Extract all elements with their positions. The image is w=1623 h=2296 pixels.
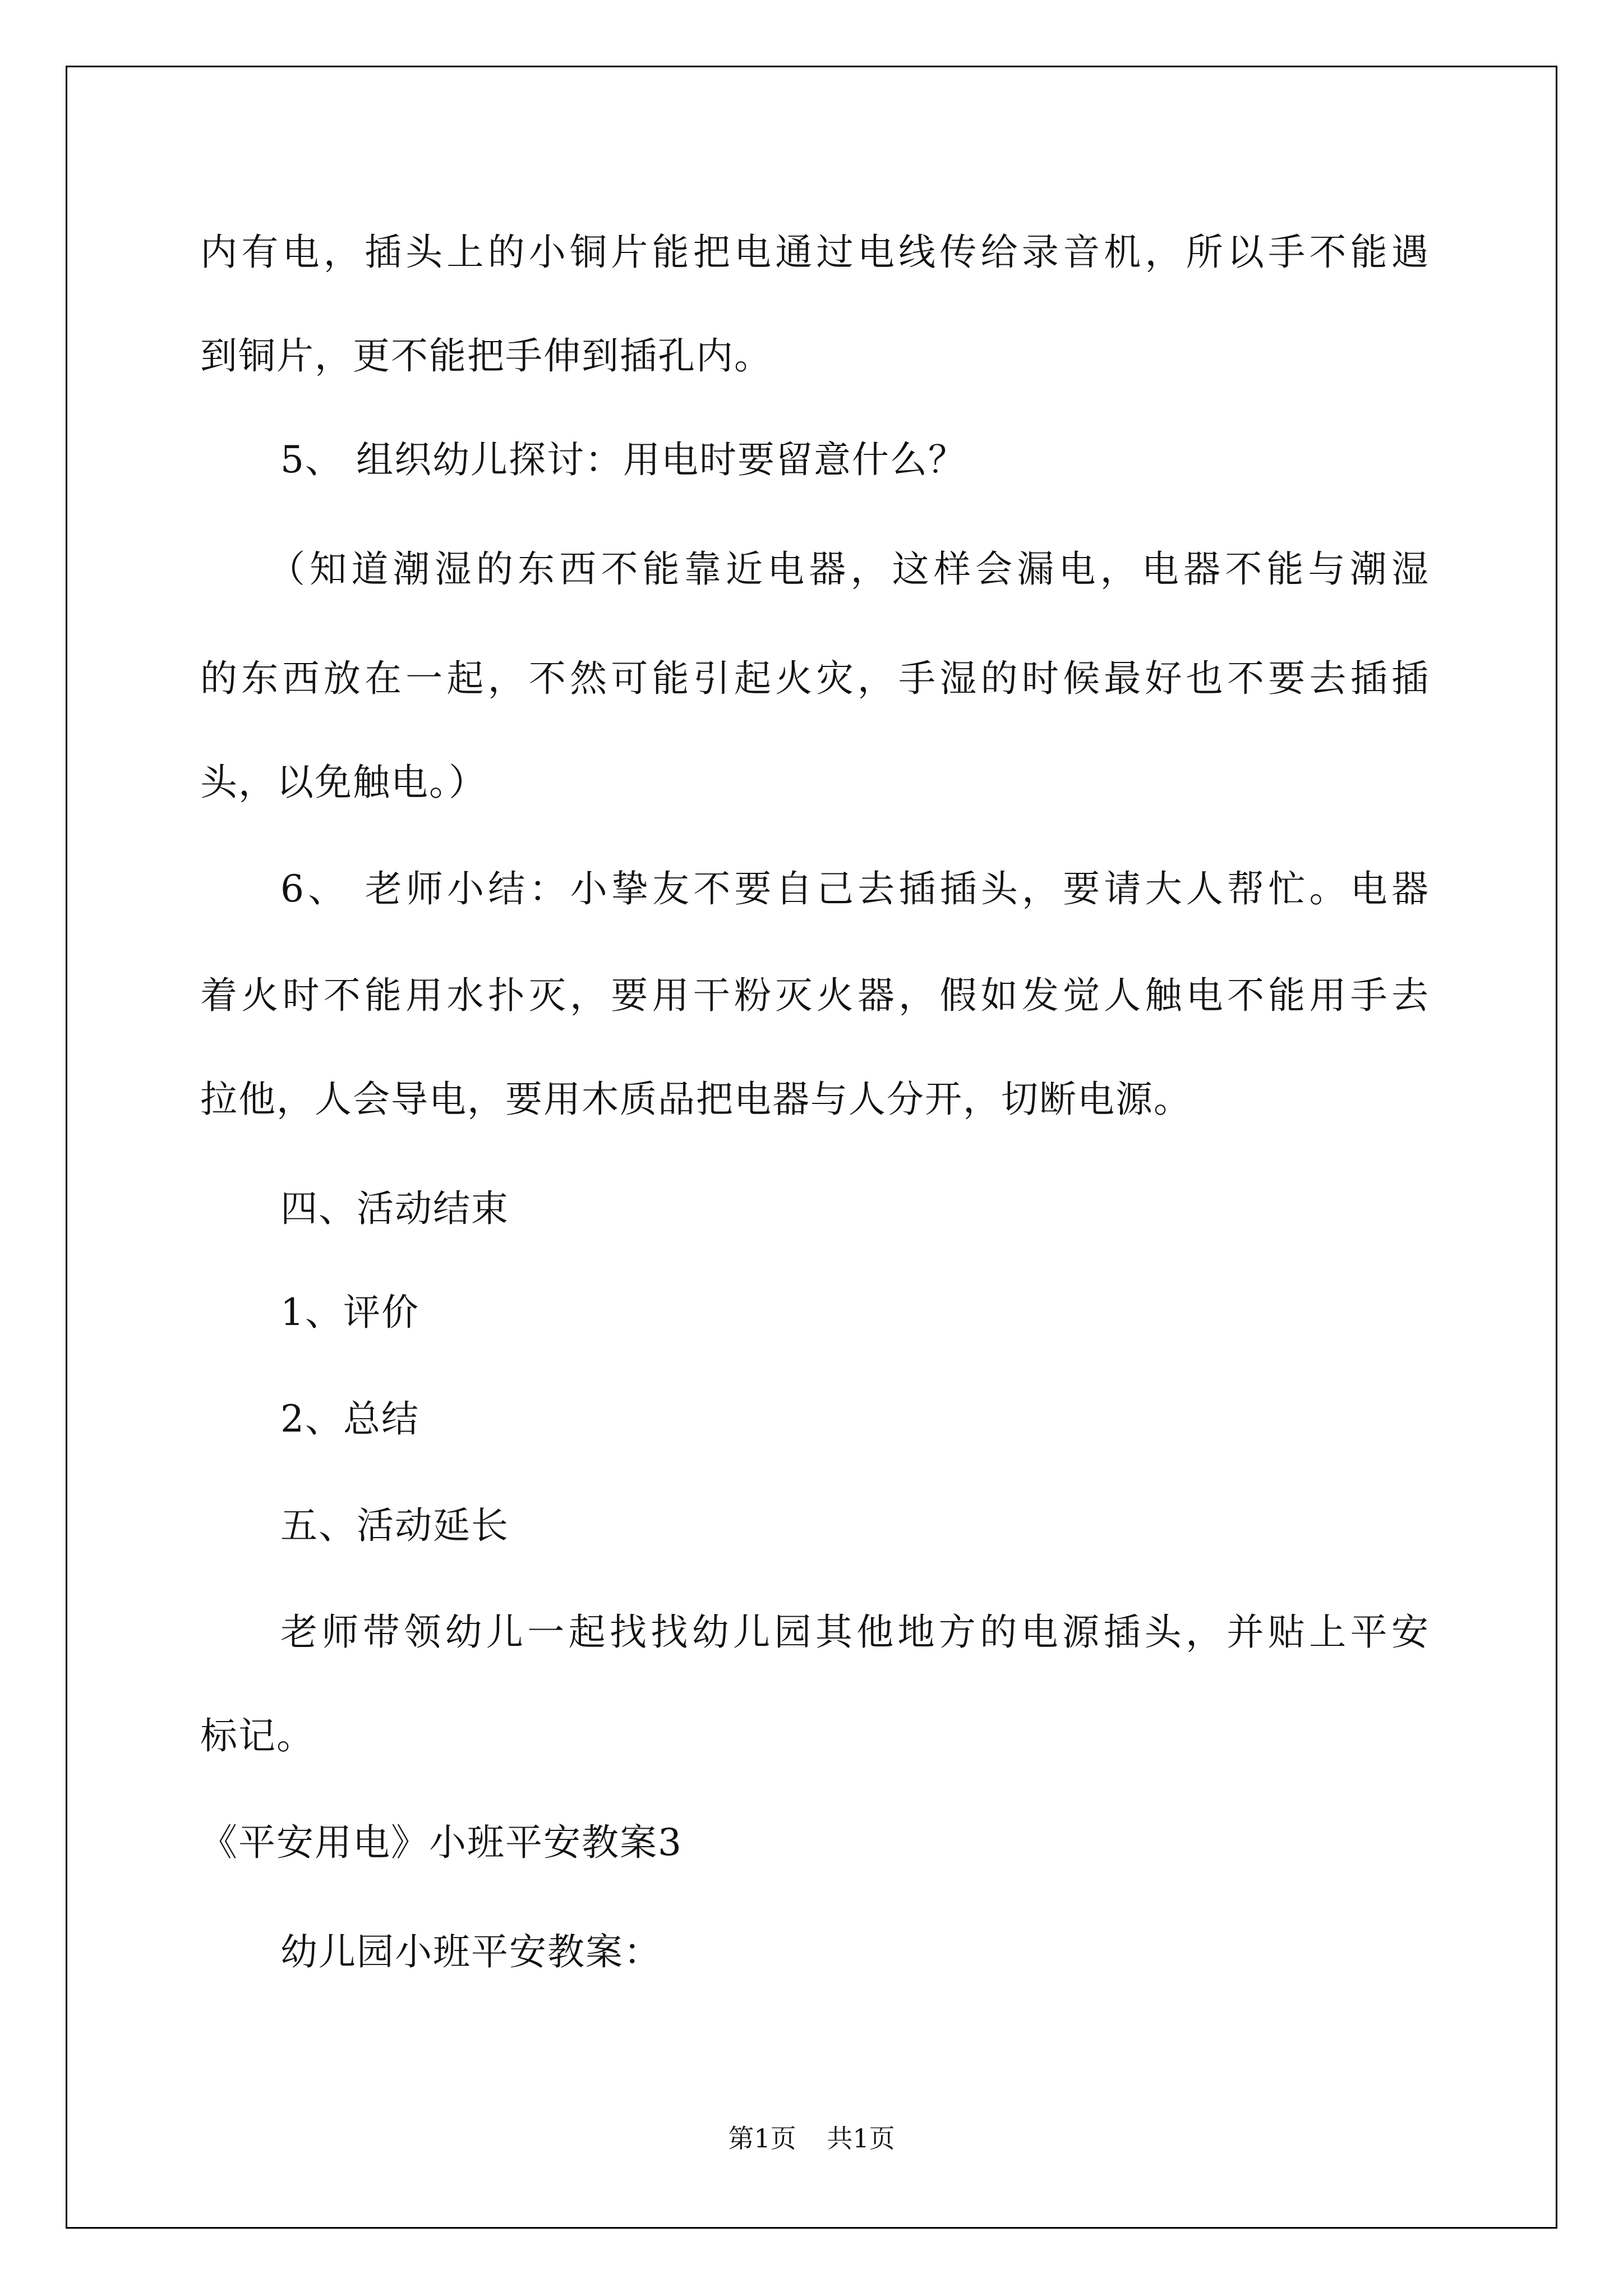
section-heading: 五、活动延长 bbox=[280, 1504, 509, 1547]
text-line: （知道潮湿的东西不能靠近电器，这样会漏电，电器不能与潮湿 bbox=[268, 547, 1430, 591]
page-border bbox=[66, 66, 1557, 2229]
text-line: 到铜片，更不能把手伸到插孔内。 bbox=[200, 334, 772, 378]
text-line: 5、 组织幼儿探讨：用电时要留意什么？ bbox=[280, 438, 966, 481]
text-line: 标记。 bbox=[200, 1714, 315, 1757]
text-line: 1、评价 bbox=[280, 1291, 419, 1334]
text-line: 的东西放在一起，不然可能引起火灾，手湿的时候最好也不要去插插 bbox=[200, 657, 1430, 700]
text-line: 内有电，插头上的小铜片能把电通过电线传给录音机，所以手不能遇 bbox=[200, 231, 1430, 274]
page-total: 共1页 bbox=[827, 2123, 895, 2154]
text-line: 头，以免触电。） bbox=[200, 761, 487, 804]
page-number: 第1页 bbox=[728, 2123, 796, 2154]
text-line: 拉他，人会导电，要用木质品把电器与人分开，切断电源。 bbox=[200, 1078, 1192, 1121]
text-line: 着火时不能用水扑灭，要用干粉灭火器，假如发觉人触电不能用手去 bbox=[200, 974, 1430, 1017]
page-footer bbox=[0, 2122, 1623, 2155]
document-title: 《平安用电》小班平安教案3 bbox=[200, 1821, 683, 1864]
text-line: 2、总结 bbox=[280, 1397, 419, 1441]
text-line: 幼儿园小班平安教案： bbox=[280, 1930, 662, 1973]
text-line: 老师带领幼儿一起找找幼儿园其他地方的电源插头，并贴上平安 bbox=[280, 1611, 1430, 1654]
section-heading: 四、活动结束 bbox=[280, 1187, 509, 1230]
text-line: 6、 老师小结：小挚友不要自己去插插头，要请大人帮忙。电器 bbox=[280, 867, 1430, 910]
